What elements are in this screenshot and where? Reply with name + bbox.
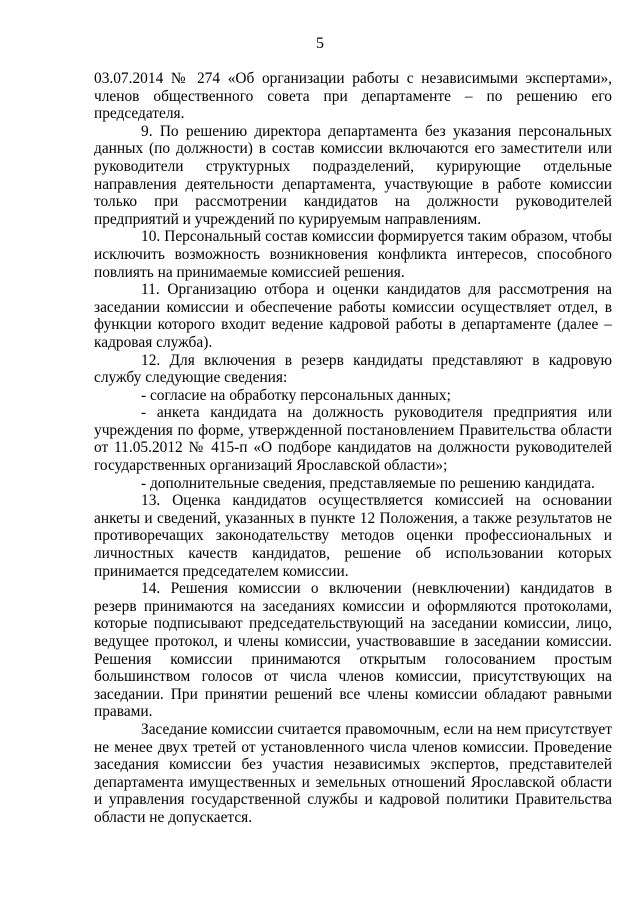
paragraph-continuation: 03.07.2014 № 274 «Об организации работы с независимыми экспертами», членов общественного совета при департаменте – по решению его председателя. bbox=[94, 70, 612, 123]
list-item-consent: - согласие на обработку персональных данных; bbox=[141, 386, 451, 404]
paragraph-item-10: 10. Персональный состав комиссии формируется таким образом, чтобы исключить возможность возникновения конфликта интересов, способного повлиять на принимаемые комиссией решения. bbox=[94, 228, 612, 281]
paragraph-item-13: 13. Оценка кандидатов осуществляется комиссией на основании анкеты и сведений, указанных в пункте 12 Положения, а также результатов не противоречащих законодательству методов оценки профессиональных и личностных качеств кандидатов, решение об использовании которых принимается председателем комиссии. bbox=[94, 492, 612, 580]
paragraph-item-11: 11. Организацию отбора и оценки кандидатов для рассмотрения на заседании комиссии и обеспечение работы комиссии осуществляет отдел, в функции которого входит ведение кадровой работы в департаменте (далее – кадровая служба). bbox=[94, 281, 612, 351]
document-body bbox=[94, 70, 612, 827]
page-number: 5 bbox=[316, 35, 324, 52]
list-item-additional-info: - дополнительные сведения, представляемые по решению кандидата. bbox=[141, 474, 595, 492]
paragraph-quorum: Заседание комиссии считается правомочным, если на нем присутствует не менее двух третей от установленного числа членов комиссии. Проведение заседания комиссии без участия независимых экспертов, представителей департамента имущественных и земельных отношений Ярославской области и управления государственной службы и кадровой политики Правительства области не допускается. bbox=[94, 720, 612, 826]
list-item-questionnaire: - анкета кандидата на должность руководителя предприятия или учреждения по форме, утвержденной постановлением Правительства области от 11.05.2012 № 415-п «О подборе кандидатов на должности руководителей государственных организаций Ярославской области»; bbox=[94, 404, 612, 475]
paragraph-item-9: 9. По решению директора департамента без указания персональных данных (по должности) в состав комиссии включаются его заместители или руководители структурных подразделений, курирующие отдельные направления деятельности департамента, участвующие в работе комиссии только при рассмотрении кандидатов на должности руководителей предприятий и учреждений по курируемым направлениям. bbox=[94, 122, 612, 228]
paragraph-item-14: 14. Решения комиссии о включении (невключении) кандидатов в резерв принимаются на заседаниях комиссии и оформляются протоколами, которые подписывают председательствующий на заседании комиссии, лицо, ведущее протокол, и члены комиссии, участвовавшие в заседании комиссии. Решения комиссии принимаются открытым голосованием простым большинством голосов от числа членов комиссии, присутствующих на заседании. При принятии решений все члены комиссии обладают равными правами. bbox=[94, 580, 612, 721]
paragraph-item-12: 12. Для включения в резерв кандидаты представляют в кадровую службу следующие сведения: bbox=[94, 351, 612, 387]
